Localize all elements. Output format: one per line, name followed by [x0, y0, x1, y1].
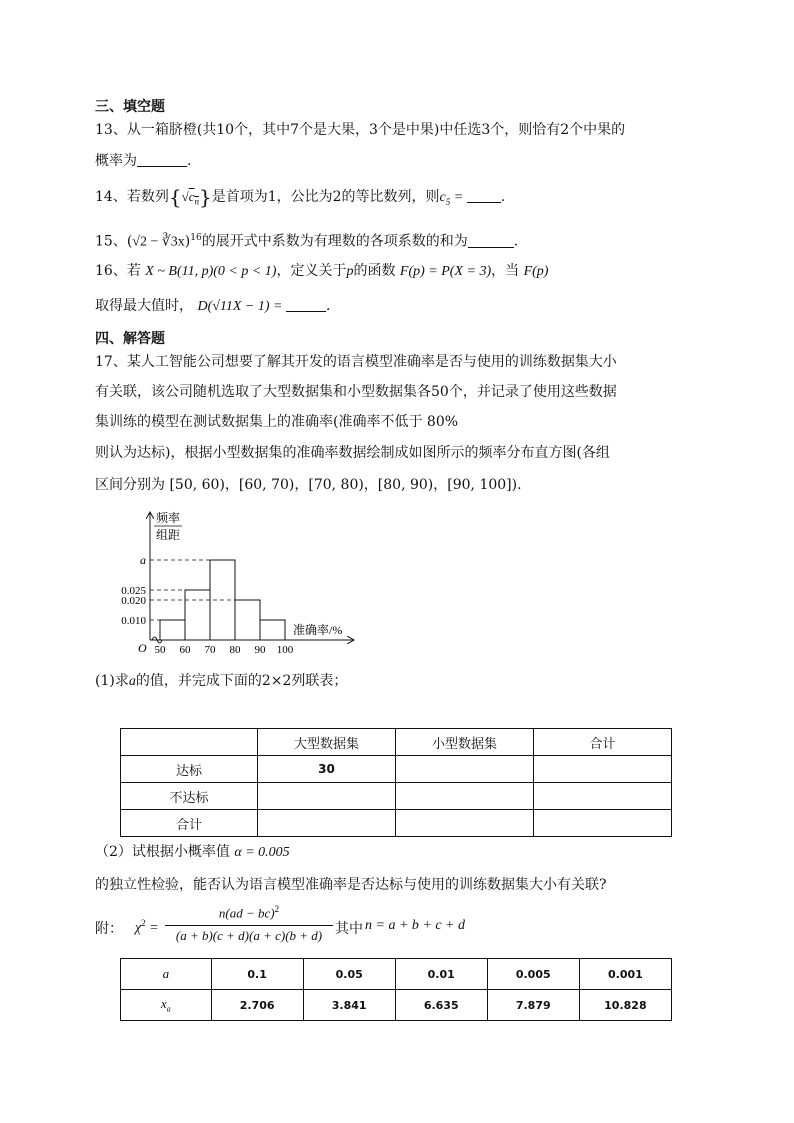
- x-tick-label: 60: [179, 644, 191, 655]
- row-label: 达标: [121, 756, 258, 783]
- q13-line1: 13、从一箱脐橙(共10个，其中7个是大果，3个是中果)中任选3个，则恰有2个中果的: [95, 122, 626, 138]
- q17-line3: 集训练的模型在测试数据集上的准确率(准确率不低于 80%: [95, 414, 459, 430]
- table-row: [121, 810, 672, 837]
- x-tick-label: 80: [229, 644, 241, 655]
- part2-alpha: α = 0.005: [234, 845, 290, 860]
- x-alpha-label: [121, 990, 212, 1021]
- part2-line1: [95, 842, 290, 863]
- q14-answer-blank: [467, 188, 501, 203]
- q17-line1: 17、某人工智能公司想要了解其开发的语言模型准确率是否与使用的训练数据集大小: [95, 354, 617, 370]
- row-label: 不达标: [121, 783, 258, 810]
- q16-text3: ，当: [491, 263, 524, 279]
- q16-line1: [95, 261, 548, 282]
- row-label: 合计: [121, 810, 258, 837]
- y-tick-label: a: [140, 553, 146, 567]
- histogram-bar: [260, 620, 285, 640]
- alpha-label: a: [121, 959, 212, 990]
- q17-line5: 区间分别为 [50, 60)，[60, 70)，[70, 80)，[80, 90)，[90, 100]).: [95, 477, 522, 493]
- table-cell: [396, 756, 534, 783]
- critical-value-table: [120, 958, 672, 1021]
- numerator-text: n(ad − bc): [218, 905, 275, 921]
- alpha-subscript: a: [166, 1004, 171, 1014]
- q15-expr: √2 − ∛3x: [132, 234, 185, 250]
- q16-func: F(p) = P(X = 3): [399, 264, 492, 279]
- x-tick-label: 90: [254, 644, 266, 655]
- table-header: 小型数据集: [396, 729, 534, 756]
- formula-denominator: (a + b)(c + d)(a + c)(b + d): [175, 928, 323, 943]
- formula-prefix: 附：: [95, 921, 123, 937]
- table-header: 合计: [533, 729, 671, 756]
- contingency-table: [120, 728, 672, 837]
- table-cell: 0.005: [487, 959, 579, 990]
- table-cell: 3.841: [303, 990, 395, 1021]
- part1-a: a: [128, 674, 136, 689]
- q16-text4: 取得最大值时，: [95, 298, 198, 314]
- table-cell: 10.828: [579, 990, 671, 1021]
- formula-chi: $\chi^2$ =: [135, 918, 159, 936]
- table-row: [121, 959, 672, 990]
- table-row: [121, 756, 672, 783]
- part1-prefix: (1)求: [95, 673, 129, 689]
- q15-answer-blank: [468, 233, 514, 248]
- q15: 15、(√2 − ∛3x)$^{16}$的展开式中系数为有理数的各项系数的和为 .: [95, 233, 519, 250]
- part1: [95, 671, 347, 692]
- table-row: [121, 783, 672, 810]
- q14-c5: c: [439, 190, 446, 205]
- q15-exponent: 16: [190, 233, 202, 243]
- q13-text: 概率为: [95, 153, 137, 169]
- q17-line4: 则认为达标)，根据小型数据集的准确率数据绘制成如图所示的频率分布直方图(各组: [95, 445, 610, 461]
- section-3-title: 三、填空题: [95, 99, 165, 115]
- table-cell: [533, 756, 671, 783]
- table-header: 大型数据集: [257, 729, 395, 756]
- table-cell: 30: [257, 756, 395, 783]
- x-tick-label: 100: [276, 644, 294, 655]
- formula-n-def: n = a + b + c + d: [365, 918, 466, 933]
- histogram-bar: [160, 620, 185, 640]
- table-row: [121, 990, 672, 1021]
- table-cell: 0.05: [303, 959, 395, 990]
- histogram-bar: [185, 590, 210, 640]
- formula-numerator: n(ad − bc)$^2$: [218, 904, 280, 921]
- part1-text: 的值，并完成下面的2×2列联表；: [135, 673, 348, 689]
- table-cell: [121, 729, 258, 756]
- y-tick-label: 0.020: [121, 595, 146, 607]
- q14-n: n: [194, 196, 199, 207]
- chi-symbol: χ: [135, 920, 142, 936]
- y-tick-label: 0.010: [121, 615, 146, 627]
- table-cell: 0.001: [579, 959, 671, 990]
- q16-text2: 的函数: [353, 263, 400, 279]
- section-4-title: 四、解答题: [95, 331, 165, 347]
- q16-answer-blank: [286, 297, 326, 312]
- q13-answer-blank: [137, 152, 187, 167]
- q14: 14、若数列$\{√c_n\}$是首项为1，公比为2的等比数列，则$c_5$ = .: [95, 185, 506, 209]
- table-cell: 0.1: [211, 959, 303, 990]
- x-axis-label: 准确率/%: [293, 623, 343, 637]
- q14-prefix: 14、若数列: [95, 189, 169, 205]
- q14-text: 是首项为1，公比为2的等比数列，则: [211, 189, 440, 205]
- table-cell: [533, 783, 671, 810]
- x-tick-label: 50: [154, 644, 166, 655]
- y-tick-label: 0.025: [121, 585, 146, 597]
- histogram-bar: [235, 600, 260, 640]
- frequency-histogram: [100, 505, 380, 655]
- q16-prefix: 16、若: [95, 263, 146, 279]
- y-label-top: 频率: [155, 511, 181, 525]
- part2-line2: 的独立性检验，能否认为语言模型准确率是否达标与使用的训练数据集大小有关联?: [95, 877, 607, 893]
- q13-line2: 概率为 .: [95, 153, 192, 169]
- q15-paren: ): [184, 233, 191, 250]
- q16-p: p: [346, 264, 354, 279]
- formula-suffix: 其中: [335, 921, 363, 937]
- q14-eq: =: [450, 190, 467, 205]
- table-cell: [257, 810, 395, 837]
- q17-line2: 有关联，该公司随机选取了大型数据集和小型数据集各50个，并记录了使用这些数据: [95, 384, 617, 400]
- x-symbol: x: [160, 996, 167, 1012]
- fraction-bar: [165, 925, 333, 926]
- table-cell: 2.706: [211, 990, 303, 1021]
- q14-5: 5: [445, 196, 451, 207]
- part2-prefix: （2）试根据小概率值: [95, 844, 235, 860]
- q16-variance: D(√11X − 1) =: [197, 299, 286, 314]
- table-cell: 7.879: [487, 990, 579, 1021]
- q16-fp: F(p): [523, 264, 549, 279]
- table-cell: 6.635: [395, 990, 487, 1021]
- table-cell: [257, 783, 395, 810]
- q16-line2: 取得最大值时， D(√11X − 1) = .: [95, 298, 331, 314]
- table-header-row: [121, 729, 672, 756]
- table-cell: [533, 810, 671, 837]
- q15-text: 的展开式中系数为有理数的各项系数的和为: [201, 233, 468, 250]
- x-tick-label: 70: [204, 644, 216, 655]
- table-cell: 0.01: [395, 959, 487, 990]
- q16-dist: X ~ B(11, p)(0 < p < 1): [145, 264, 277, 279]
- q15-prefix: 15、(: [95, 233, 133, 250]
- y-label-bottom: 组距: [155, 528, 181, 542]
- q14-c: c: [188, 189, 195, 204]
- origin-label: O: [138, 641, 147, 655]
- table-cell: [396, 783, 534, 810]
- table-cell: [396, 810, 534, 837]
- q16-text1: ，定义关于: [276, 263, 347, 279]
